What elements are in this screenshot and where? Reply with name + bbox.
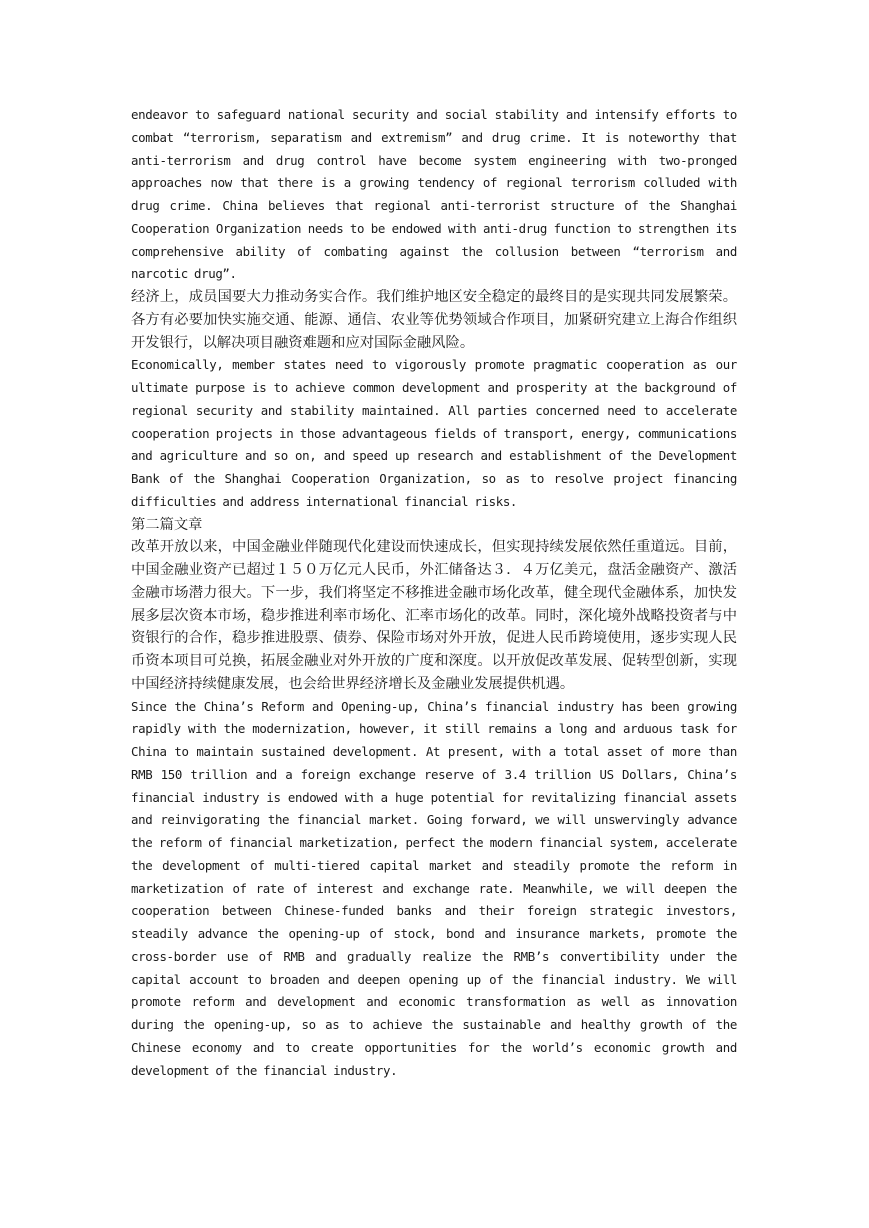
paragraph-zh-economy: 经济上，成员国要大力推动务实合作。我们维护地区安全稳定的最终目的是实现共同发展繁荣。各方有必要加快实施交通、能源、通信、农业等优势领域合作项目，加紧研究建立上海合作组织开发银行，以解决项目融资难题和应对国际金融风险。 [131,289,737,351]
paragraph-en-security: endeavor to safeguard national security and social stability and intensify efforts to combat “terrorism, separatism and extremism” and drug crime. It is noteworthy that anti-terrorism and drug control have become system engineering with two-pronged approaches now that there is a growing tendency of regional terrorism colluded with drug crime. China believes that regional anti-terrorist structure of the Shanghai Cooperation Organization needs to be endowed with anti-drug function to strengthen its comprehensive ability of combating against the collusion between “terrorism and narcotic drug”. [131,107,737,282]
paragraph-zh-finance: 改革开放以来，中国金融业伴随现代化建设而快速成长，但实现持续发展依然任重道远。目前，中国金融业资产已超过１５０万亿元人民币，外汇储备达３．４万亿美元，盘活金融资产、激活金融市场潜力很大。下一步，我们将坚定不移推进金融市场化改革，健全现代金融体系，加快发展多层次资本市场，稳步推进利率市场化、汇率市场化的改革。同时，深化境外战略投资者与中资银行的合作，稳步推进股票、债券、保险市场对外开放，促进人民币跨境使用，逐步实现人民币资本项目可兑换，拓展金融业对外开放的广度和深度。以开放促改革发展、促转型创新，实现中国经济持续健康发展，也会给世界经济增长及金融业发展提供机遇。 [131,539,737,692]
document-body [131,104,737,1082]
paragraph-en-finance: Since the China’s Reform and Opening-up, China’s financial industry has been growing rapidly with the modernization, however, it still remains a long and arduous task for China to maintain sustained development. At present, with a total asset of more than RMB 150 trillion and a foreign exchange reserve of 3.4 trillion US Dollars, China’s financial industry is endowed with a huge potential for revitalizing financial assets and reinvigorating the financial market. Going forward, we will unswervingly advance the reform of financial marketization, perfect the modern financial system, accelerate the development of multi-tiered capital market and steadily promote the reform in marketization of rate of interest and exchange rate. Meanwhile, we will deepen the cooperation between Chinese-funded banks and their foreign strategic investors, steadily advance the opening-up of stock, bond and insurance markets, promote the cross-border use of RMB and gradually realize the RMB’s convertibility under the capital account to broaden and deepen opening up of the financial industry. We will promote reform and development and economic transformation as well as innovation during the opening-up, so as to achieve the sustainable and healthy growth of the Chinese economy and to create opportunities for the world’s economic growth and development of the financial industry. [131,698,737,1078]
paragraph-en-economy: Economically, member states need to vigorously promote pragmatic cooperation as our ultimate purpose is to achieve common development and prosperity at the background of regional security and stability maintained. All parties concerned need to accelerate cooperation projects in those advantageous fields of transport, energy, communications and agriculture and so on, and speed up research and establishment of the Development Bank of the Shanghai Cooperation Organization, so as to resolve project financing difficulties and address international financial risks. [131,357,737,509]
section-heading: 第二篇文章 [131,516,203,533]
